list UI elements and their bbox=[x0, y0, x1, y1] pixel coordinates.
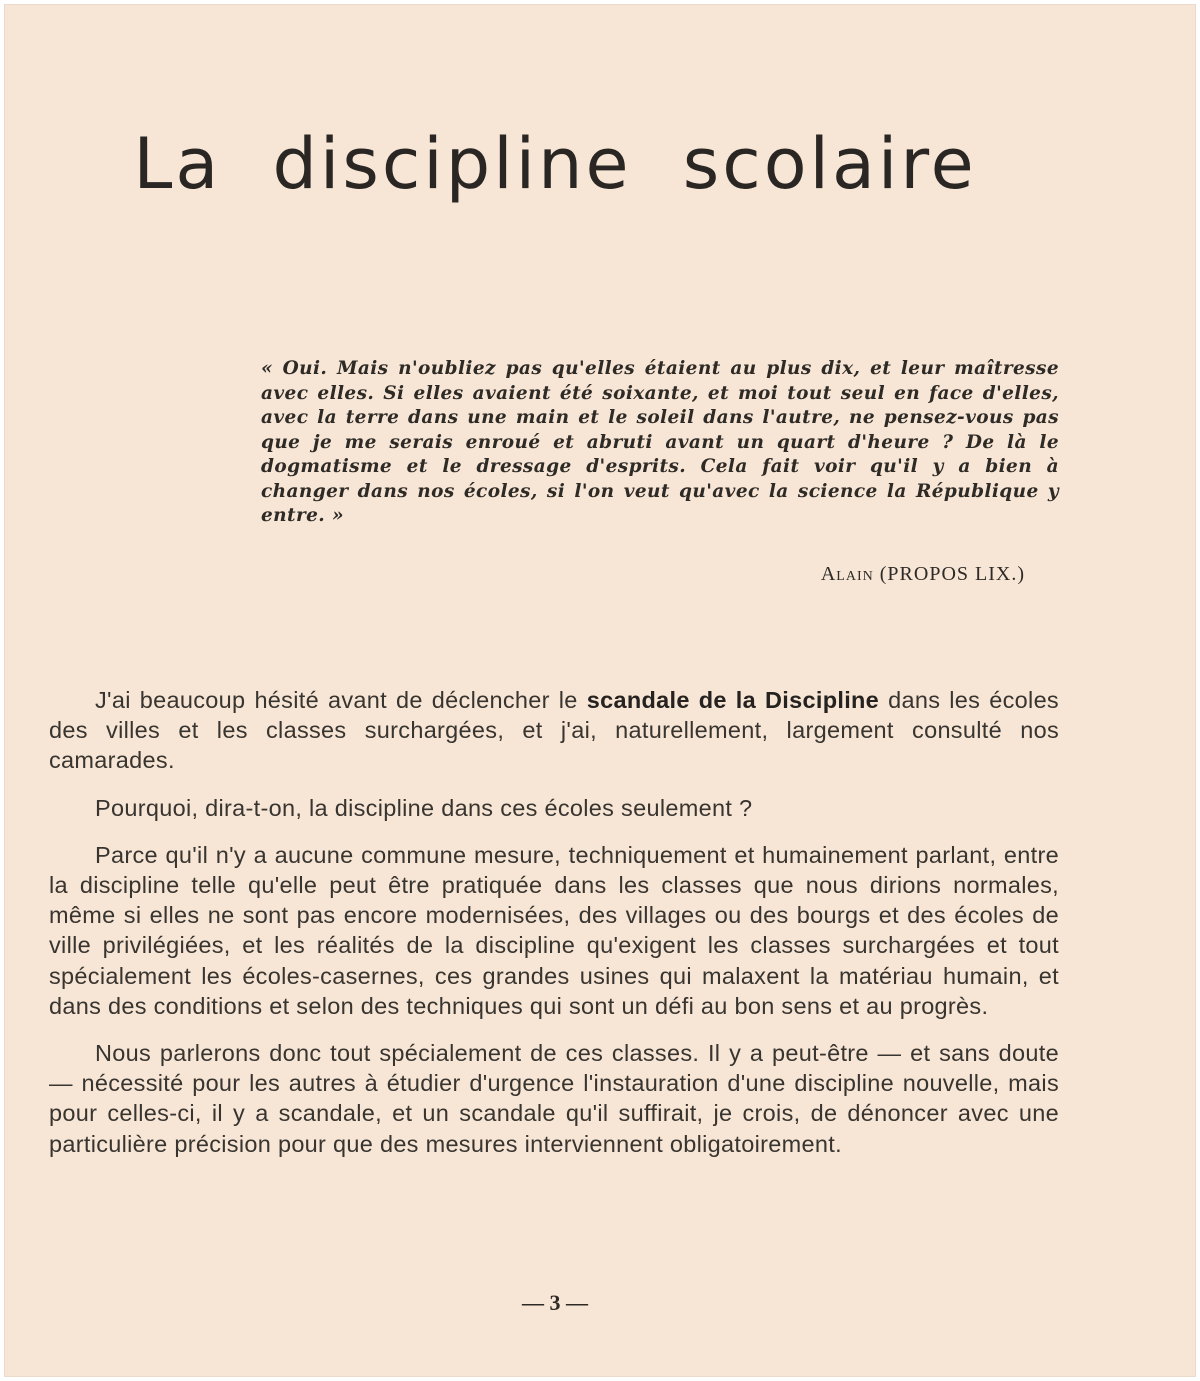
emphasis-text: scandale de la Discipline bbox=[586, 687, 880, 713]
paragraph: Pourquoi, dira-t-on, la discipline dans ces écoles seulement ? bbox=[95, 794, 753, 821]
page-number: — 3 — bbox=[522, 1290, 588, 1315]
document-page bbox=[4, 4, 1196, 1377]
paragraph: Parce qu'il n'y a aucune commune mesure, techniquement et humainement parlant, entre la discipline telle qu'elle peut être pratiquée dans les classes que nous dirions normales, même si elles ne sont pas encore modernisées, des villages ou des bourgs et des écoles de ville privilégiées, et les réalités de la discipline qu'exigent les classes surchargées et tout spécialement les écoles-casernes, ces grandes usines qui malaxent la matériau humain, et dans des conditions et selon des techniques qui sont un défi au bon sens et au progrès. bbox=[49, 841, 1059, 1019]
page-title: La discipline scolaire bbox=[133, 123, 977, 205]
paragraph: Nous parlerons donc tout spécialement de ces classes. Il y a peut-être — et sans doute — nécessité pour les autres à étudier d'urgence l'instauration d'une discipline nouvelle, mais pour celles-ci, il y a scandale, et un scandale qu'il suffirait, je crois, de dénoncer avec une particulière précision pour que des mesures interviennent obligatoirement. bbox=[49, 1040, 1059, 1157]
epigraph-quote: « Oui. Mais n'oubliez pas qu'elles étaient au plus dix, et leur maîtresse avec elles. Si elles avaient été soixante, et moi tout seul en face d'elles, avec la terre dans une main et le soleil dans l'autre, ne pensez-vous pas que je me serais enroué et abruti avant un quart d'heure ? De là le dogmatisme et le dressage d'esprits. Cela fait voir qu'il y a bien à changer dans nos écoles, si l'on veut qu'avec la science la République y entre. » bbox=[261, 358, 1059, 526]
body-text bbox=[49, 685, 1059, 1176]
epigraph-attribution bbox=[605, 563, 1025, 586]
paragraph: J'ai beaucoup hésité avant de déclencher le scandale de la Discipline dans les écoles des villes et les classes surchargées, et j'ai, naturellement, largement consulté nos camarades. bbox=[49, 687, 1059, 774]
epigraph-author: Alain bbox=[820, 563, 874, 585]
epigraph-source: (PROPOS LIX.) bbox=[879, 563, 1025, 585]
